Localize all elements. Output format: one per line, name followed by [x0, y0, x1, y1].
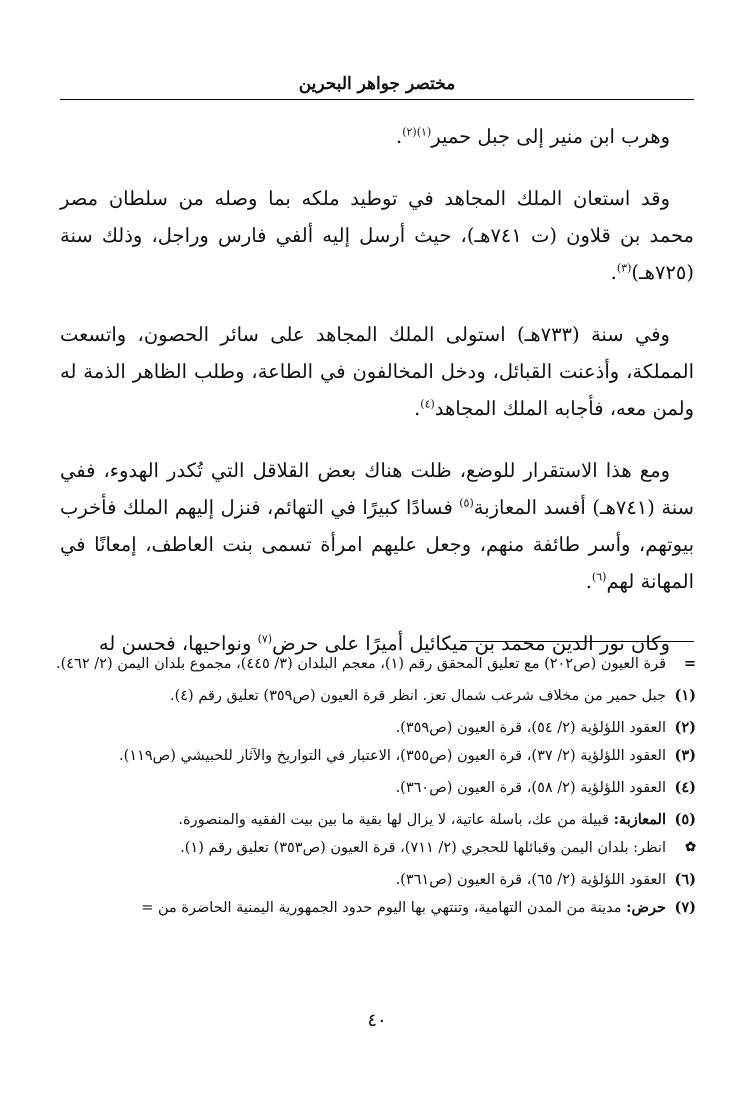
footnote-term: حرض:: [626, 899, 666, 916]
footnote-3: [56, 744, 696, 768]
footnote-4: [56, 776, 696, 800]
paragraph-text: فسادًا كبيرًا في التهائم، فنزل إليهم الملك فأخرب بيوتهم، وأسر طائفة منهم، وجعل عليهم امرأة تسمى بنت العاطف، إمعانًا في المهانة لهم: [60, 496, 694, 593]
footnote-ref: (٣): [616, 261, 632, 275]
footnote-mark: (٤): [674, 779, 696, 796]
paragraph-text: ونواحيها، فحسن له: [98, 632, 258, 655]
footnote-mark: =: [683, 655, 696, 672]
footnote-ref: (٤): [420, 397, 435, 411]
running-header: مختصر جواهر البحرين: [298, 74, 456, 94]
footnote-text: [56, 684, 666, 708]
footnote-mark: (٢): [674, 719, 696, 736]
footnote-body: قبيلة من عك، باسلة عاتية، لا يزال لها بقية ما بين بيت الفقيه والمنصورة.: [178, 812, 614, 828]
footnote-mark: (٧): [674, 899, 696, 916]
footnote-body: العقود اللؤلؤية (٢/ ٥٤)، قرة العيون (ص٣٥٩).: [395, 720, 666, 736]
paragraph-text: وهرب ابن منير إلى جبل حمير: [431, 125, 670, 148]
footnote-1: [56, 684, 696, 708]
footnote-body: العقود اللؤلؤية (٢/ ٦٥)، قرة العيون (ص٣٦١).: [395, 872, 666, 888]
footnote-body: انظر: بلدان اليمن وقبائلها للحجري (٢/ ٧١١)، قرة العيون (ص٣٥٣) تعليق رقم (١).: [180, 840, 666, 856]
paragraph-text: وفي سنة (٧٣٣هـ) استولى الملك المجاهد على سائر الحصون، واتسعت المملكة، وأذعنت القبائل، ودخل المخالفون في الطاعة، وطلب الظاهر الذمة له ولمن معه، فأجابه الملك المجاهد: [60, 323, 694, 420]
paragraph-end: .: [585, 570, 592, 593]
footnote-text: [56, 896, 666, 920]
footnote-text: [56, 868, 666, 892]
footnote-ref: (٧): [257, 632, 273, 646]
footnote-rule: [460, 641, 694, 642]
paragraph-1: [60, 118, 694, 155]
footnote-term: المعازبة:: [613, 811, 666, 828]
footnote-mark: (١): [674, 687, 696, 704]
footnote-ref: (٥): [459, 496, 474, 510]
paragraph-end: .: [610, 261, 617, 284]
footnote-5-continued: [56, 836, 696, 860]
footnote-5: [56, 808, 696, 832]
footnotes: [56, 652, 696, 928]
main-text: [60, 118, 694, 687]
footnote-body: جبل حمير من مخلاف شرعب شمال تعز. انظر قرة العيون (ص٣٥٩) تعليق رقم (٤).: [169, 688, 666, 704]
footnote-body: العقود اللؤلؤية (٢/ ٥٨)، قرة العيون (ص٣٦٠).: [395, 780, 666, 796]
paragraph-2: [60, 180, 694, 291]
footnote-mark: (٦): [674, 871, 696, 888]
paragraph-end: .: [396, 125, 403, 148]
footnote-7: [56, 896, 696, 920]
footnote-mark: (٣): [674, 747, 696, 764]
header-rule: [60, 99, 694, 100]
footnote-ref: (٦): [591, 570, 607, 584]
footnote-continued: [56, 652, 696, 676]
footnote-mark: (٥): [674, 811, 696, 828]
paragraph-3: [60, 316, 694, 427]
footnote-text: [56, 652, 666, 676]
footnote-text: [56, 744, 666, 768]
footnote-body: العقود اللؤلؤية (٢/ ٣٧)، قرة العيون (ص٣٥٥)، الاعتبار في التواريخ والآثار للحبيشي (ص١١٩).: [119, 748, 666, 764]
footnote-text: [56, 836, 666, 860]
paragraph-text: ومع هذا الاستقرار للوضع، ظلت هناك بعض القلاقل التي تُكدر الهدوء، ففي سنة (٧٤١هـ) أفسد المعازبة: [60, 459, 695, 519]
footnote-body: مدينة من المدن التهامية، وتنتهي بها اليوم حدود الجمهورية اليمنية الحاضرة من =: [141, 900, 627, 916]
footnote-text: [56, 776, 666, 800]
flower-icon: ✿: [685, 840, 696, 855]
paragraph-text: وكان نور الدين محمد بن ميكائيل أميرًا على حرض: [272, 632, 670, 655]
footnote-text: [56, 808, 666, 832]
footnote-ref: (١)(٢): [402, 125, 432, 139]
footnote-body: قرة العيون (ص٢٠٢) مع تعليق المحقق رقم (١)، معجم البلدان (٣/ ٤٤٥)، مجموع بلدان اليمن (٢/ ٤٦٢).: [56, 656, 666, 672]
paragraph-4: [60, 452, 694, 600]
footnote-text: [56, 716, 666, 740]
footnote-2: [56, 716, 696, 740]
paragraph-text: وقد استعان الملك المجاهد في توطيد ملكه بما وصله من سلطان مصر محمد بن قلاون (ت ٧٤١هـ)، حيث أرسل إليه ألفي فارس وراجل، وذلك سنة (٧٢٥هـ): [60, 187, 694, 284]
page-number: ٤٠: [367, 1010, 387, 1031]
paragraph-end: .: [414, 397, 421, 420]
footnote-6: [56, 868, 696, 892]
